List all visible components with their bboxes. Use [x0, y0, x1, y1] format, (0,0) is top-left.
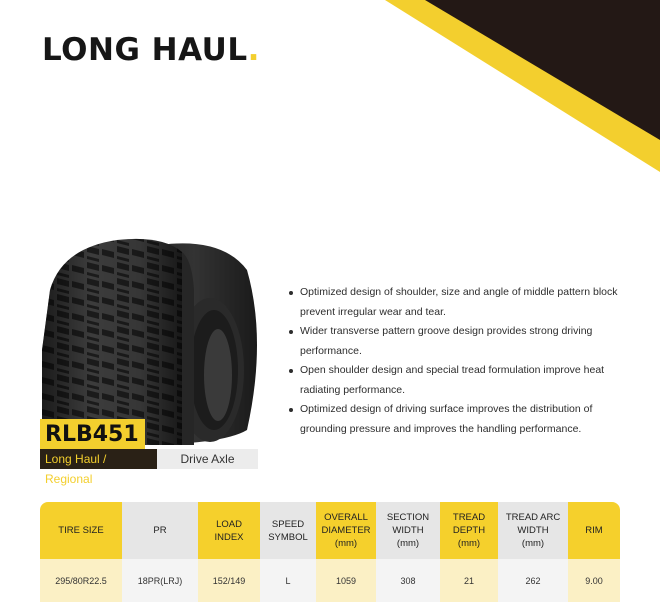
header-speed-symbol: SPEED SYMBOL [260, 502, 316, 559]
spec-header-row [40, 502, 620, 559]
tire-image [42, 230, 257, 445]
cell-section-width: 308 [376, 559, 440, 602]
header-overall-diameter: OVERALL DIAMETER (mm) [316, 502, 376, 559]
header-load-index: LOAD INDEX [198, 502, 260, 559]
feature-item: Open shoulder design and special tread formulation improve heat radiating performance. [288, 361, 628, 400]
feature-item: Wider transverse pattern groove design provides strong driving performance. [288, 322, 628, 361]
cell-rim: 9.00 [568, 559, 620, 602]
model-badge: RLB451 [40, 419, 145, 449]
cell-load-index: 152/149 [198, 559, 260, 602]
header-rim: RIM [568, 502, 620, 559]
header-pr: PR [122, 502, 198, 559]
corner-stripes [0, 0, 660, 180]
cell-overall-diameter: 1059 [316, 559, 376, 602]
application-tag: Long Haul / Regional [40, 449, 162, 469]
header-tread-arc-width: TREAD ARC WIDTH (mm) [498, 502, 568, 559]
cell-speed-symbol: L [260, 559, 316, 602]
cell-pr: 18PR(LRJ) [122, 559, 198, 602]
cell-tread-arc-width: 262 [498, 559, 568, 602]
axle-position-tag: Drive Axle [157, 449, 258, 469]
feature-item: Optimized design of shoulder, size and angle of middle pattern block prevent irregular wear and tear. [288, 283, 628, 322]
spec-table [40, 502, 620, 600]
header-tread-depth: TREAD DEPTH (mm) [440, 502, 498, 559]
header-tire-size: TIRE SIZE [40, 502, 122, 559]
table-row [40, 559, 620, 602]
cell-tread-depth: 21 [440, 559, 498, 602]
feature-item: Optimized design of driving surface improves the distribution of grounding pressure and improves the handling performance. [288, 400, 628, 439]
header-section-width: SECTION WIDTH (mm) [376, 502, 440, 559]
title-dot: . [247, 32, 260, 68]
cell-tire-size: 295/80R22.5 [40, 559, 122, 602]
feature-list [288, 283, 628, 439]
page-title [42, 32, 260, 68]
page-title-text: LONG HAUL [42, 32, 248, 68]
